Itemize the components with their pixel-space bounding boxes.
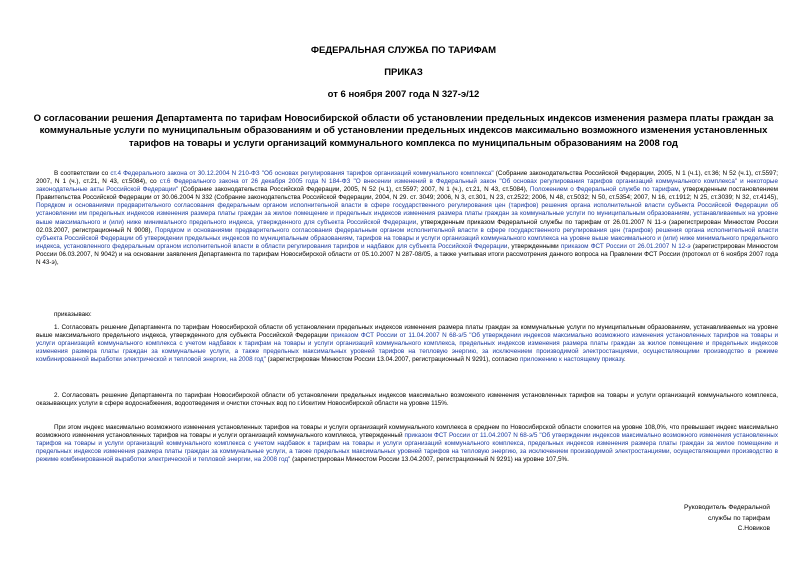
closing-paragraph	[36, 424, 778, 464]
preamble-link[interactable]: ст.4 Федерального закона от 30.12.2004 N 210-ФЗ "Об основах регулирования тарифов организаций коммунального комплекса"	[110, 170, 494, 177]
preamble-text: (Собрание законодательства Российской Федерации, 2005, N 52 (ч.1), ст.5597; 2007, N 1 (ч.), ст.21, N 43, ст.5084),	[178, 186, 530, 194]
order-word: приказываю:	[54, 311, 92, 318]
signature-block	[570, 503, 770, 535]
item1-link[interactable]: приложению к настоящему приказу	[519, 356, 624, 364]
preamble-link[interactable]: Положением о Федеральной службе по тарифам	[529, 186, 679, 194]
preamble-text: (Собрание законодательства Российской Федерации, 2005, N 1 (ч.1), ст.36; N 52 (ч.1), ст.5597; 2007, N 1 (ч.), ст.21, N 43, ст.5084), со	[36, 170, 778, 186]
document-title: О согласовании решения Департамента по тарифам Новосибирской области об установлении предельных индексов изменения размера платы граждан за коммунальные услуги по муниципальным образованиям и об установлении предельных индексов максимально возможного изменения установленных тарифов на товары и услуги организаций коммунального комплекса по муниципальным образованиям на 2008 год	[33, 113, 774, 149]
item1-text: .	[623, 356, 626, 364]
preamble-paragraph	[36, 170, 778, 267]
preamble-text: , утвержденным приказом Федеральной службы по тарифам от 26.01.2007 N 11-э (зарегистрирован Минюстом России 02.03.2007, регистрационный N 9008),	[36, 218, 778, 234]
preamble-text: , утвержденными	[507, 242, 561, 250]
signature-service: службы по тарифам	[707, 514, 770, 522]
preamble-link[interactable]: ст.6 Федерального закона от 26 декабря 2005 года N 184-ФЗ "О внесении изменений в Федеральный закон "Об основах регулирования тарифов организаций коммунального комплекса" и некоторые законодательные акты Российской Федерации"	[36, 178, 779, 194]
preamble-link[interactable]: Порядком и основаниями предварительного согласования федеральным органом исполнительной власти в сфере государственного регулирования цен (тарифов) решения органа исполнительной власти субъекта Российской Федерации об установлении им предельных индексов изменения размера платы граждан за жилое помещение и предельных индексов изменения размера платы граждан за коммунальные услуги по муниципальным образованиям, устанавливаемых на уровне выше максимального и (или) ниже минимального предельного индекса, утвержденного для субъекта Российской Федерации	[36, 202, 778, 226]
preamble-text: , утвержденным постановлением Правительства Российской Федерации от 30.06.2004 N 332 (Собрание законодательства Российской Федерации, 2004, N 29. ст. 3049; 2006, N 3, ст.301, N 23, ст.2522; 2006, N 48, ст.5032; N 50, ст.5354; 2007, N 16, ст.1912; N 25, ст.3039; N 32, ст.4145),	[36, 186, 778, 202]
closing-text: При этом индекс максимально возможного изменения установленных тарифов на товары и услуги организаций коммунального комплекса в среднем по Новосибирской области сложится на уровне 108,0%, что превышает индекс максимально возможного изменения установленных тарифов на товары и услуги организаций коммунального комплекса, утвержденный	[36, 424, 778, 440]
preamble-link[interactable]: приказом ФСТ России от 26.01.2007 N 12-э	[560, 242, 691, 250]
signature-position: Руководитель Федеральной	[684, 504, 770, 511]
preamble-link[interactable]: Порядком и основаниями предварительного согласования федеральным органом исполнительной власти в сфере государственного регулирования цен (тарифов) решения органа исполнительной власти субъекта Российской Федерации об утверждении предельных индексов по муниципальным образованиям, тарифов на товары и услуги организаций коммунального комплекса на уровне выше максимального и (или) ниже минимального предельного индекса, установленного федеральным органом исполнительной власти в области регулирования тарифов и надбавок для субъекта Российской Федерации	[36, 226, 778, 250]
signature-name: С.Новиков	[737, 525, 770, 533]
item1-text: (зарегистрирован Минюстом России 13.04.2007, регистрационный N 9291), согласно	[265, 356, 520, 364]
preamble-text: (зарегистрирован Минюстом России 06.03.2007, N 9042) и на основании заявления Департамента по тарифам Новосибирской области от 05.10.2007 N 287-08/05, а также учитывая итоги рассмотрения данного вопроса на Правлении ФСТ России (протокол от 6 ноября 2007 года N 43-э),	[36, 242, 778, 267]
closing-link[interactable]: приказом ФСТ России от 11.04.2007 N 68-э/5 "Об утверждении индексов максимально возможного изменения установленных тарифов на товары и услуги организаций коммунального комплекса с учетом надбавок к тарифам на товары и услуги организаций коммунального комплекса, предельных индексов изменения размера платы граждан за жилое помещение и предельных индексов изменения размера платы граждан за коммунальные услуги, а также предельных максимальных уровней тарифов на тепловую энергию, за исключением производимой электростанциями, осуществляющими производство в режиме комбинированной выработки электрической и тепловой энергии, на 2008 год"	[36, 432, 779, 464]
agency-name: ФЕДЕРАЛЬНАЯ СЛУЖБА ПО ТАРИФАМ	[310, 45, 497, 56]
preamble-text: В соответствии со	[54, 170, 111, 177]
document-type: ПРИКАЗ	[384, 67, 423, 78]
document-date-number: от 6 ноября 2007 года N 327-э/12	[327, 89, 480, 100]
item1-text: 1. Согласовать решение Департамента по тарифам Новосибирской области об установлении предельных индексов изменения размера платы граждан за коммунальные услуги по муниципальным образованиям, устанавливаемых на уровне выше максимального предельного индекса, утвержденного для субъекта Российской Федерации	[36, 324, 778, 340]
closing-text: (зарегистрирован Минюстом России 13.04.2007, регистрационный N 9291) на уровне 107,5%.	[290, 456, 569, 464]
order-item-2: 2. Согласовать решение Департамента по тарифам Новосибирской области об установлении предельных индексов максимально возможного изменения установленных тарифов на товары и услуги организаций коммунального комплекса, оказывающих услуги в сфере водоснабжения, водоотведения и очистки сточных вод по г.Искитим Новосибирской области на уровне 115%.	[36, 392, 778, 408]
order-item-1	[36, 324, 778, 364]
item1-link[interactable]: приказом ФСТ России от 11.04.2007 N 68-э/5 "Об утверждении индексов максимально возможного изменения установленных тарифов на товары и услуги организаций коммунального комплекса с учетом надбавок к тарифам на товары и услуги организаций коммунального комплекса, предельных индексов изменения размера платы граждан за жилое помещение и предельных индексов изменения размера платы граждан за коммунальные услуги, а также предельных максимальных уровней тарифов на тепловую энергию, за исключением производимой электростанциями, осуществляющими производство в режиме комбинированной выработки электрической и тепловой энергии, на 2008 год"	[36, 332, 778, 364]
